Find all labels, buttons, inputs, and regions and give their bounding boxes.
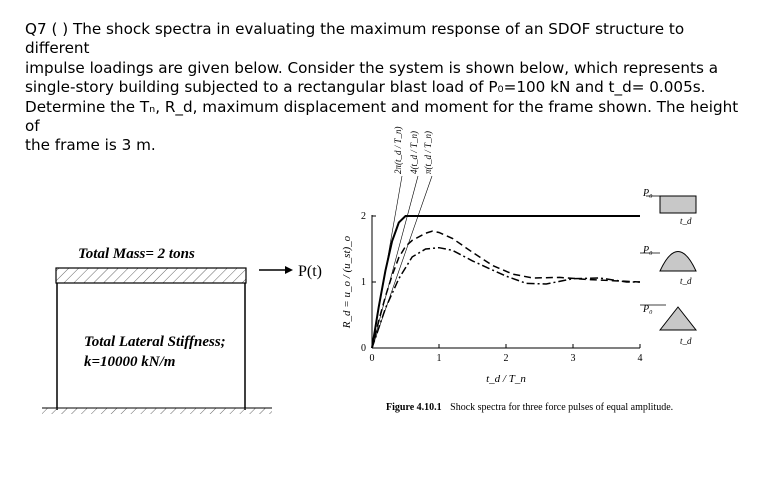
load-label: P(t) xyxy=(298,263,322,280)
building-frame xyxy=(42,246,322,414)
legend-half-sine-pulse xyxy=(640,245,696,286)
mass-label: Total Mass= 2 tons xyxy=(78,246,195,262)
caption-label: Figure 4.10.1 xyxy=(386,402,442,413)
x-axis-title: t_d / T_n xyxy=(486,373,526,385)
slope-label: 2π(t_d / T_n) xyxy=(393,126,403,174)
stiffness-label-line2: k=10000 kN/m xyxy=(84,354,176,370)
ground-hatch xyxy=(42,408,272,414)
y-tick-label: 1 xyxy=(361,277,366,288)
x-tick-label: 4 xyxy=(637,353,643,364)
x-tick-label: 1 xyxy=(436,353,442,364)
pulse-load-label: P₀ xyxy=(643,304,653,315)
spectrum-curve-half-sine xyxy=(372,231,640,348)
slope-label: 4(t_d / T_n) xyxy=(409,130,419,174)
roof-slab xyxy=(56,268,246,283)
pulse-duration-label: t_d xyxy=(680,276,692,286)
caption-text: Shock spectra for three force pulses of equal amplitude. xyxy=(450,402,674,413)
x-tick-label: 3 xyxy=(570,353,576,364)
load-arrowhead xyxy=(285,266,293,274)
shock-spectrum-chart xyxy=(341,126,696,413)
pulse-load-label: P₀ xyxy=(643,188,653,199)
spectrum-curve-triangular xyxy=(372,248,640,348)
x-tick-label: 2 xyxy=(503,353,509,364)
stiffness-label-line1: Total Lateral Stiffness; xyxy=(84,334,226,350)
y-tick-label: 0 xyxy=(361,343,366,354)
spectrum-curve-rectangular xyxy=(372,216,640,348)
y-tick-label: 2 xyxy=(361,211,366,222)
pulse-load-label: P₀ xyxy=(643,245,653,256)
slope-reference-line xyxy=(372,176,418,348)
pulse-duration-label: t_d xyxy=(680,216,692,226)
legend-triangular-pulse xyxy=(640,304,696,346)
question-text: Q7 ( ) The shock spectra in evaluating the maximum response of an SDOF structure to different impulse loadings are given below. Consider the system is shown below, which represents a single-story building subjected to a rectangular blast load of P₀=100 kN and t_d= 0.005s. Determine the Tₙ, R_d, maximum displacement and moment for the frame shown. The height of the frame is 3 m. xyxy=(25,20,739,155)
slope-label: π(t_d / T_n) xyxy=(423,130,433,174)
legend-rectangular-pulse xyxy=(642,188,696,226)
x-tick-label: 0 xyxy=(369,353,375,364)
y-axis-title: R_d = u_o / (u_st)_o xyxy=(341,235,353,329)
pulse-duration-label: t_d xyxy=(680,336,692,346)
figure-caption xyxy=(386,402,673,413)
slope-reference-line xyxy=(372,176,432,348)
